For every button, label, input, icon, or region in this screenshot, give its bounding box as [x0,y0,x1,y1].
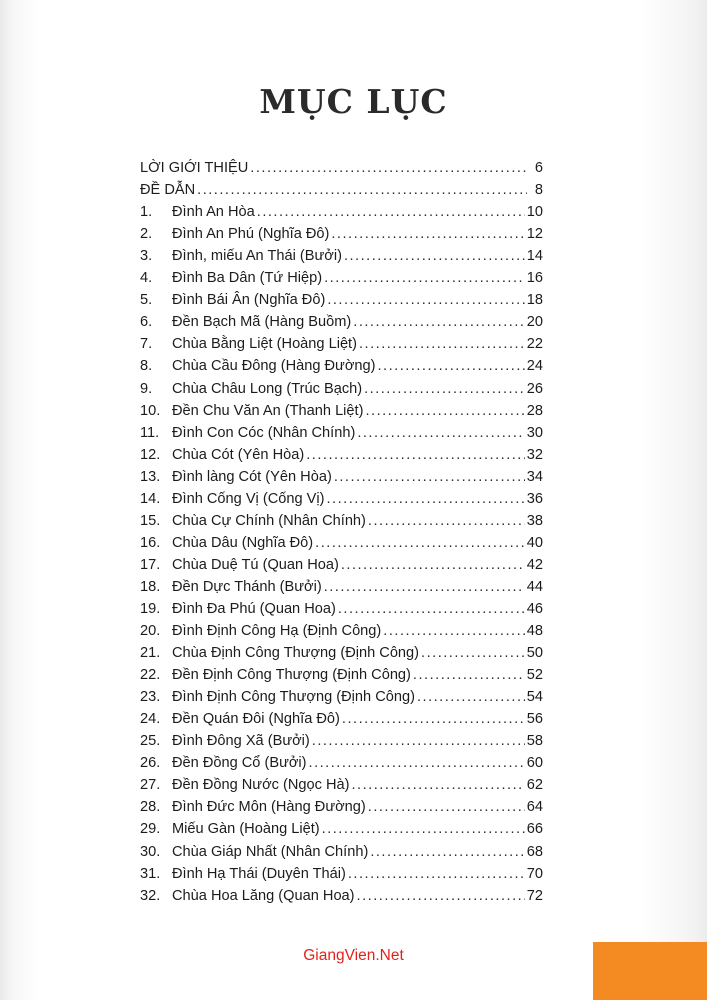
dot-leader [250,159,527,177]
toc-item-label: Đình Đức Môn (Hàng Đường) [172,799,366,816]
toc-item-page: 24 [526,358,543,375]
dot-leader [352,776,525,794]
toc-item-number: 1. [140,204,153,221]
dot-leader [257,203,525,221]
toc-item-number: 22. [140,667,161,684]
toc-row [140,574,543,596]
toc-row [140,221,543,243]
toc-item-page: 64 [526,799,543,816]
toc-item-page: 56 [526,711,543,728]
toc-item-page: 18 [526,292,543,309]
toc-row [140,353,543,375]
toc-row [140,596,543,618]
toc-item-number: 3. [140,248,153,265]
dot-leader [357,424,524,442]
toc-item-page: 58 [526,733,543,750]
dot-leader [417,688,525,706]
dot-leader [368,512,525,530]
toc-row [140,530,543,552]
toc-entry-list [140,199,543,905]
toc-item-label: Đền Quán Đôi (Nghĩa Đô) [172,711,340,728]
toc-item-label: Đền Bạch Mã (Hàng Buồm) [172,314,352,331]
toc-item-page: 70 [526,865,543,882]
toc-item-number: 13. [140,468,161,485]
toc-row [140,772,543,794]
toc-item-label: Đình An Phú (Nghĩa Đô) [172,226,330,243]
toc-row-front [140,177,543,199]
toc-row [140,552,543,574]
toc-row [140,838,543,860]
toc-row [140,375,543,397]
toc-item-number: 31. [140,865,161,882]
dot-leader [312,732,525,750]
toc-item-page: 50 [526,645,543,662]
dot-leader [359,335,525,353]
toc-item-page: 14 [526,248,543,265]
dot-leader [353,313,525,331]
toc-item-label: Chùa Giáp Nhất (Nhân Chính) [172,843,369,860]
toc-item-page: 20 [526,314,543,331]
dot-leader [324,578,525,596]
toc-item-number: 9. [140,380,153,397]
toc-item-page: 16 [526,270,543,287]
toc-row [140,442,543,464]
toc-item-number: 10. [140,402,161,419]
toc-item-label: Đền Định Công Thượng (Định Công) [172,667,411,684]
dot-leader [341,556,525,574]
toc-item-page: 68 [526,843,543,860]
dot-leader [344,247,525,265]
toc-item-number: 32. [140,887,161,904]
toc-item-label: Chùa Dâu (Nghĩa Đô) [172,534,314,551]
toc-row [140,508,543,530]
toc-row [140,662,543,684]
dot-leader [309,754,525,772]
toc-item-label: Chùa Cầu Đông (Hàng Đường) [172,358,376,375]
dot-leader [413,666,525,684]
toc-item-page: 42 [526,556,543,573]
toc-item-page: 62 [526,777,543,794]
toc-item-page: 28 [526,402,543,419]
toc-item-number: 6. [140,314,153,331]
toc-item-page: 44 [526,578,543,595]
toc-item-label: Đình, miếu An Thái (Bưởi) [172,248,342,265]
toc-item-number: 23. [140,689,161,706]
toc-item-page: 52 [526,667,543,684]
dot-leader [364,380,525,398]
toc-item-label: Chùa Cự Chính (Nhân Chính) [172,512,366,529]
dot-leader [342,710,525,728]
dot-leader [197,181,527,199]
dot-leader [327,490,525,508]
toc-row [140,331,543,353]
toc-item-page: 46 [526,600,543,617]
toc-row-front [140,155,543,177]
toc-item-page: 48 [526,623,543,640]
toc-item-number: 24. [140,711,161,728]
toc-item-page: 60 [526,755,543,772]
toc-row [140,883,543,905]
page-title: MỤC LỤC [259,82,448,121]
toc-item-label: Đình Ba Dân (Tứ Hiệp) [172,270,323,287]
toc-item-number: 16. [140,534,161,551]
toc-item-number: 11. [140,424,160,441]
toc-item-page: 72 [526,887,543,904]
toc-item-label: Chùa Châu Long (Trúc Bạch) [172,380,363,397]
toc-row [140,794,543,816]
toc-item-label: Đền Đồng Nước (Ngọc Hà) [172,777,350,794]
dot-leader [357,887,525,905]
toc-item-label: Đình Đa Phú (Quan Hoa) [172,600,336,617]
dot-leader [327,291,524,309]
toc-row [140,398,543,420]
toc-row [140,287,543,309]
dot-leader [421,644,525,662]
toc-item-page: 36 [526,490,543,507]
dot-leader [315,534,525,552]
toc-row [140,486,543,508]
dot-leader [365,402,524,420]
toc-item-label: Đình Hạ Thái (Duyên Thái) [172,865,346,882]
toc-item-number: 30. [140,843,161,860]
toc-item-label: Đình An Hòa [172,204,255,221]
toc-item-number: 18. [140,578,161,595]
toc-item-number: 12. [140,446,161,463]
toc-item-page: 38 [526,512,543,529]
toc-item-label: Đình Đông Xã (Bưởi) [172,733,310,750]
toc-item-number: 7. [140,336,153,353]
toc-item-label: Chùa Định Công Thượng (Định Công) [172,645,420,662]
toc-item-label: Chùa Hoa Lăng (Quan Hoa) [172,887,355,904]
toc-row [140,640,543,662]
toc-item-page: 40 [526,534,543,551]
table-of-contents [140,155,543,905]
dot-leader [324,269,525,287]
corner-color-tab [593,942,707,1000]
toc-item-page: 30 [526,424,543,441]
toc-item-label: ĐỀ DẪN [140,182,196,199]
toc-row [140,243,543,265]
toc-row [140,861,543,883]
toc-row [140,816,543,838]
toc-item-page: 54 [526,689,543,706]
toc-row [140,199,543,221]
toc-item-number: 19. [140,600,161,617]
toc-item-number: 28. [140,799,161,816]
toc-item-label: Đền Đồng Cổ (Bưởi) [172,755,307,772]
dot-leader [306,446,525,464]
toc-item-number: 8. [140,358,153,375]
toc-row [140,464,543,486]
toc-item-page: 66 [526,821,543,838]
toc-item-page: 32 [526,446,543,463]
toc-item-label: Đình Cống Vị (Cống Vị) [172,490,325,507]
toc-item-number: 15. [140,512,161,529]
toc-item-label: Đình Con Cóc (Nhân Chính) [172,424,356,441]
dot-leader [334,468,525,486]
toc-item-label: Chùa Cót (Yên Hòa) [172,446,305,463]
toc-item-label: Miếu Gàn (Hoàng Liệt) [172,821,320,838]
watermark: GiangVien.Net [303,947,404,964]
toc-item-label: Chùa Bằng Liệt (Hoàng Liệt) [172,336,357,353]
toc-item-page: 22 [526,336,543,353]
toc-row [140,618,543,640]
toc-item-number: 26. [140,755,161,772]
toc-row [140,706,543,728]
toc-row [140,309,543,331]
dot-leader [383,622,524,640]
toc-row [140,728,543,750]
toc-item-number: 21. [140,645,161,662]
toc-item-label: Đình Định Công Thượng (Định Công) [172,689,415,706]
toc-item-label: Đền Dực Thánh (Bưởi) [172,578,322,595]
dot-leader [322,820,525,838]
toc-row [140,265,543,287]
toc-item-number: 14. [140,490,161,507]
dot-leader [338,600,525,618]
toc-item-number: 25. [140,733,161,750]
toc-item-page: 10 [526,204,543,221]
toc-item-page: 26 [526,380,543,397]
dot-leader [378,357,525,375]
toc-item-page: 34 [526,468,543,485]
toc-item-label: Đình Bái Ân (Nghĩa Đô) [172,292,326,309]
dot-leader [348,865,525,883]
toc-item-number: 2. [140,226,153,243]
toc-item-number: 5. [140,292,153,309]
toc-item-label: LỜI GIỚI THIỆU [140,160,249,177]
toc-item-number: 4. [140,270,153,287]
toc-row [140,750,543,772]
toc-item-number: 29. [140,821,161,838]
toc-item-number: 17. [140,556,161,573]
dot-leader [331,225,524,243]
toc-item-label: Chùa Duệ Tú (Quan Hoa) [172,556,339,573]
toc-item-label: Đình Định Công Hạ (Định Công) [172,623,382,640]
toc-row [140,684,543,706]
toc-item-label: Đình làng Cót (Yên Hòa) [172,468,332,485]
toc-item-number: 27. [140,777,161,794]
toc-item-label: Đền Chu Văn An (Thanh Liệt) [172,402,364,419]
toc-item-page: 12 [526,226,543,243]
toc-row [140,420,543,442]
dot-leader [368,798,525,816]
toc-item-number: 20. [140,623,161,640]
toc-item-page: 8 [534,182,543,199]
dot-leader [370,843,524,861]
toc-item-page: 6 [534,160,543,177]
